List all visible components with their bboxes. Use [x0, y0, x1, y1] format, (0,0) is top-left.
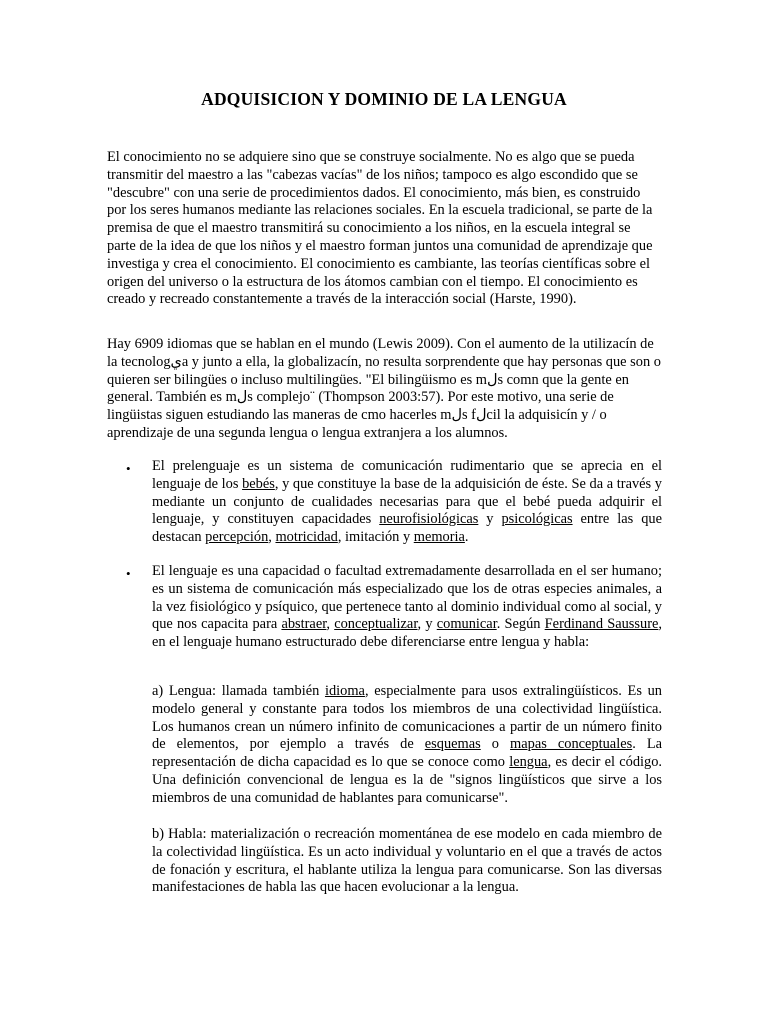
- bullet-lenguaje-text: El lenguaje es una capacidad o facultad extremadamente desarrollada en el ser humano; es un sistema de comunicación más especializado que los de otras especies animales, a la vez fisiológico y psíquico, que pertenece tanto al dominio individual como al social, y que nos capacita para abstraer, conceptualizar, y comunicar. Según Ferdinand Saussure, en el lenguaje humano estructurado debe diferenciarse entre lengua y habla:: [152, 563, 662, 651]
- bullet-marker: •: [126, 566, 131, 581]
- link-idioma[interactable]: idioma: [324, 683, 365, 699]
- link-comunicar[interactable]: comunicar: [436, 616, 497, 633]
- link-abstraer[interactable]: abstraer: [281, 616, 327, 633]
- link-percepcion[interactable]: percepción: [205, 529, 269, 546]
- bullet-prelenguaje-text: El prelenguaje es un sistema de comunicación rudimentario que se aprecia en el lenguaje de los bebés, y que constituye la base de la adquisición de éste. Se da a través y mediante un conjunto de cualidades necesarias para que el bebé pueda adquirir el lenguaje, y constituyen capacidades neurofisiológicas y psicológicas entre las que destacan percepción, motricidad, imitación y memoria.: [152, 458, 662, 546]
- document-title: ADQUISICION Y DOMINIO DE LA LENGUA: [201, 89, 567, 109]
- link-mapas-conceptuales[interactable]: mapas conceptuales: [510, 736, 633, 753]
- subsection-lengua: a) Lengua: llamada también idioma, especialmente para usos extralingüísticos. Es un modelo general y constante para todos los miembros de una colectividad lingüística. Los humanos crean un número infinito de comunicaciones a partir de un número finito de elementos, por ejemplo a través de esquemas o mapas conceptuales. La representación de dicha capacidad es lo que se conoce como lengua, es decir el código. Una definición convencional de lengua es la de "signos lingüísticos que sirve a los miembros de una comunidad de hablantes para comunicarse".: [152, 683, 663, 806]
- subsection-habla: b) Habla: materialización o recreación momentánea de ese modelo en cada miembro de la colectividad lingüística. Es un acto individual y voluntario en el que a través de actos de fonación y escritura, el hablante utiliza la lengua para comunicarse. Son las diversas manifestaciones de habla las que hacen evolucionar a la lengua.: [152, 826, 662, 896]
- paragraph-idiomas: Hay 6909 idiomas que se hablan en el mundo (Lewis 2009). Con el aumento de la utilizacín de la tecnologيa y junto a ella, la globalizacín, no resulta sorprendente que hay personas que son o quieren ser bilingües o incluso multilingües. "El bilingüismo es mلs comn que la gente en general. También es mلs complejo¨ (Thompson 2003:57). Por este motivo, una serie de lingüistas siguen estudiando las maneras de cmo hacerles mلs fلcil la adquisicín y / o aprendizaje de una segunda lengua o lengua extranjera a los alumnos.: [107, 336, 661, 441]
- link-ferdinand-saussure[interactable]: Ferdinand Saussure: [544, 616, 659, 633]
- link-memoria[interactable]: memoria: [413, 529, 465, 546]
- link-motricidad[interactable]: motricidad: [275, 529, 338, 546]
- bullet-marker: •: [126, 461, 131, 476]
- link-lengua[interactable]: lengua: [509, 754, 548, 771]
- link-conceptualizar[interactable]: conceptualizar: [334, 616, 418, 633]
- paragraph-conocimiento: El conocimiento no se adquiere sino que se construye socialmente. No es algo que se pueda transmitir del maestro a las "cabezas vacías" de los niños; tampoco es algo escondido que se "descubre" con una serie de procedimientos dados. El conocimiento, más bien, es construido por los seres humanos mediante las relaciones sociales. En la escuela tradicional, se parte de la premisa de que el maestro transmitirá su conocimiento a los niños, en la escuela integral se parte de la idea de que los niños y el maestro forman juntos una comunidad de aprendizaje que investiga y crea el conocimiento. El conocimiento es cambiante, las teorías científicas sobre el origen del universo o la estructura de los átomos cambian con el tiempo. El conocimiento es creado y recreado constantemente a través de la interacción social (Harste, 1990).: [107, 149, 653, 308]
- link-psicologicas[interactable]: psicológicas: [501, 511, 573, 528]
- link-neurofisiologicas[interactable]: neurofisiológicas: [379, 511, 479, 528]
- link-bebes[interactable]: bebés: [242, 475, 275, 492]
- link-esquemas[interactable]: esquemas: [424, 736, 481, 753]
